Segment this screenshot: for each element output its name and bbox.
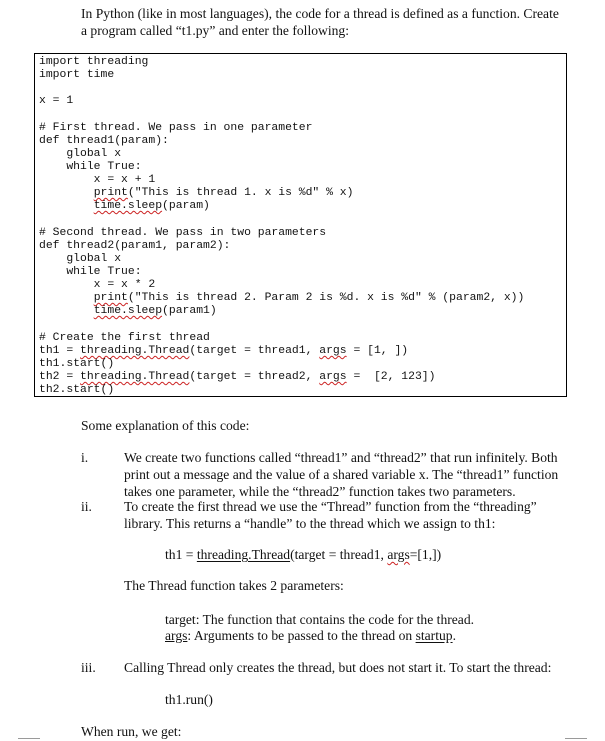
code-fragment: ("This is thread 2. Param 2 is %d. x is %d" % (param2, x)) (127, 292, 525, 304)
intro-line: In Python (like in most languages), the code for a thread is defined as a function. Create (81, 6, 559, 21)
code-line: x = x + 1 (39, 174, 156, 186)
spell-flag: args (387, 547, 410, 562)
code-listing (34, 53, 567, 397)
code-line: x = 1 (39, 95, 74, 107)
spell-flag: threading.Thread (80, 345, 190, 357)
run-call-example: th1.run() (165, 692, 213, 707)
code-line (39, 292, 524, 305)
list-item-text (124, 449, 574, 500)
when-run-text: When run, we get: (81, 724, 182, 739)
list-item-text: Calling Thread only creates the thread, but does not start it. To start the thread: (124, 660, 552, 675)
param-args (165, 627, 456, 644)
spell-flag: threading.Thread (196, 547, 291, 562)
code-fragment: th1 = (39, 345, 81, 357)
code-line: while True: (39, 161, 142, 173)
call-fragment: (target = thread1, (290, 547, 388, 562)
list-item-text (124, 498, 574, 532)
param-desc: : Arguments to be passed to the thread on (187, 628, 416, 643)
code-fragment: (param) (162, 200, 210, 212)
param-desc: . (452, 628, 456, 643)
code-comment: # First thread. We pass in one parameter (39, 122, 313, 134)
code-line: global x (39, 148, 122, 160)
list-number: i. (81, 450, 89, 465)
params-intro: The Thread function takes 2 parameters: (124, 578, 344, 593)
margin-mark (565, 738, 587, 739)
explanation-heading: Some explanation of this code: (81, 418, 250, 433)
code-fragment: (param1) (162, 305, 217, 317)
code-line: def thread1(param): (39, 135, 169, 147)
code-line: import time (39, 69, 115, 81)
code-line: x = x * 2 (39, 279, 156, 291)
thread-call-example (165, 546, 441, 563)
intro-line: a program called “t1.py” and enter the following: (81, 23, 349, 38)
spell-flag: args (319, 345, 347, 357)
code-line: def thread2(param1, param2): (39, 240, 231, 252)
code-line: while True: (39, 266, 142, 278)
code-line: global x (39, 253, 122, 265)
code-line (39, 345, 408, 358)
code-comment: # Second thread. We pass in two parameters (39, 227, 327, 239)
code-fragment: th2 = (39, 371, 81, 383)
code-line: th1.start() (39, 358, 115, 370)
list-item-line: To create the first thread we use the “Thread” function from the “threading” (124, 499, 537, 514)
intro-paragraph (81, 5, 581, 39)
spell-flag: time.sleep (93, 200, 163, 212)
code-comment: # Create the first thread (39, 332, 210, 344)
code-line: th2.start() (39, 384, 115, 396)
code-fragment: = [2, 123]) (346, 371, 436, 383)
list-item-line: library. This returns a “handle” to the thread which we assign to th1: (124, 516, 496, 531)
code-fragment: (target = thread1, (189, 345, 320, 357)
list-number: ii. (81, 499, 92, 514)
list-number: iii. (81, 660, 96, 675)
spell-flag: time.sleep (93, 305, 163, 317)
code-line (39, 371, 435, 384)
spell-flag: args (319, 371, 347, 383)
param-target: target: The function that contains the code for the thread. (165, 612, 475, 627)
call-fragment: =[1,]) (409, 547, 442, 562)
code-fragment: (target = thread2, (189, 371, 320, 383)
margin-mark (18, 738, 40, 739)
call-fragment: th1 = (165, 547, 197, 562)
spell-flag: startup (415, 628, 453, 643)
code-line: import threading (39, 56, 149, 68)
list-item-line: We create two functions called “thread1” and “thread2” that run infinitely. Both (124, 450, 558, 465)
code-fragment: ("This is thread 1. x is %d" % x) (127, 187, 354, 199)
spell-flag: print (93, 292, 128, 304)
spell-flag: threading.Thread (80, 371, 190, 383)
list-item-line: takes one parameter, while the “thread2” function takes two parameters. (124, 484, 516, 499)
code-fragment: = [1, ]) (346, 345, 409, 357)
code-line (39, 187, 353, 200)
param-name: args (165, 628, 188, 643)
code-line (39, 305, 217, 318)
list-item-line: print out a message and the value of a shared variable x. The “thread1” function (124, 467, 559, 482)
spell-flag: print (93, 187, 128, 199)
code-line (39, 200, 210, 213)
